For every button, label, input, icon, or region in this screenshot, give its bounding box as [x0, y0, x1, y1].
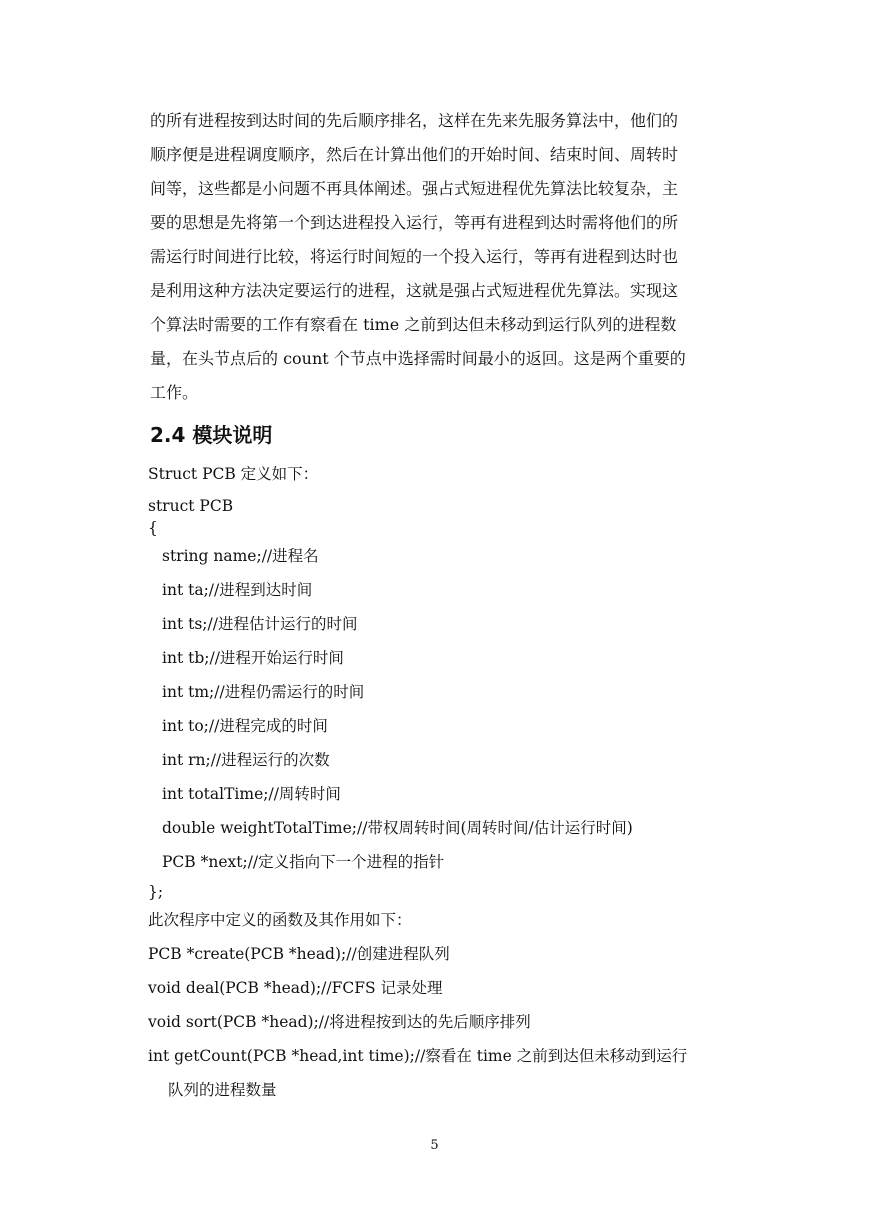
struct-field: string name;//进程名 — [162, 547, 319, 565]
function-declaration-continued: 队列的进程数量 — [168, 1081, 277, 1099]
functions-intro-line: 此次程序中定义的函数及其作用如下： — [148, 911, 412, 929]
struct-field: int totalTime;//周转时间 — [162, 785, 341, 803]
page-number: 5 — [430, 1138, 439, 1153]
struct-intro-line: Struct PCB 定义如下： — [148, 465, 319, 483]
struct-field: PCB *next;//定义指向下一个进程的指针 — [162, 853, 445, 871]
struct-declaration: struct PCB — [148, 497, 234, 515]
paragraph-line: 的所有进程按到达时间的先后顺序排名，这样在先来先服务算法中，他们的 — [150, 111, 679, 130]
struct-field: int tb;//进程开始运行时间 — [162, 649, 344, 667]
section-heading: 2.4 模块说明 — [150, 423, 273, 447]
paragraph-line: 需运行时间进行比较，将运行时间短的一个投入运行，等再有进程到达时也 — [150, 247, 679, 266]
struct-field: int rn;//进程运行的次数 — [162, 751, 330, 769]
paragraph-line: 个算法时需要的工作有察看在 time 之前到达但未移动到运行队列的进程数 — [150, 315, 677, 334]
function-declaration: PCB *create(PCB *head);//创建进程队列 — [148, 945, 450, 963]
paragraph-line: 量，在头节点后的 count 个节点中选择需时间最小的返回。这是两个重要的 — [150, 349, 686, 368]
intro-paragraph — [150, 104, 740, 410]
close-brace: }; — [148, 883, 164, 901]
struct-field: int ts;//进程估计运行的时间 — [162, 615, 358, 633]
struct-field: int to;//进程完成的时间 — [162, 717, 328, 735]
struct-field: double weightTotalTime;//带权周转时间(周转时间/估计运行时间) — [162, 819, 633, 837]
paragraph-line: 是利用这种方法决定要运行的进程，这就是强占式短进程优先算法。实现这 — [150, 281, 679, 300]
function-declaration: void deal(PCB *head);//FCFS 记录处理 — [148, 979, 443, 997]
paragraph-line: 工作。 — [150, 383, 199, 402]
struct-definition — [148, 457, 748, 1107]
function-declaration: void sort(PCB *head);//将进程按到达的先后顺序排列 — [148, 1013, 531, 1031]
paragraph-line: 间等，这些都是小问题不再具体阐述。强占式短进程优先算法比较复杂，主 — [150, 179, 679, 198]
struct-field: int tm;//进程仍需运行的时间 — [162, 683, 365, 701]
struct-field: int ta;//进程到达时间 — [162, 581, 313, 599]
paragraph-line: 顺序便是进程调度顺序，然后在计算出他们的开始时间、结束时间、周转时 — [150, 145, 679, 164]
function-declaration: int getCount(PCB *head,int time);//察看在 time 之前到达但未移动到运行 — [148, 1047, 688, 1065]
paragraph-line: 要的思想是先将第一个到达进程投入运行，等再有进程到达时需将他们的所 — [150, 213, 679, 232]
open-brace: { — [148, 519, 158, 537]
